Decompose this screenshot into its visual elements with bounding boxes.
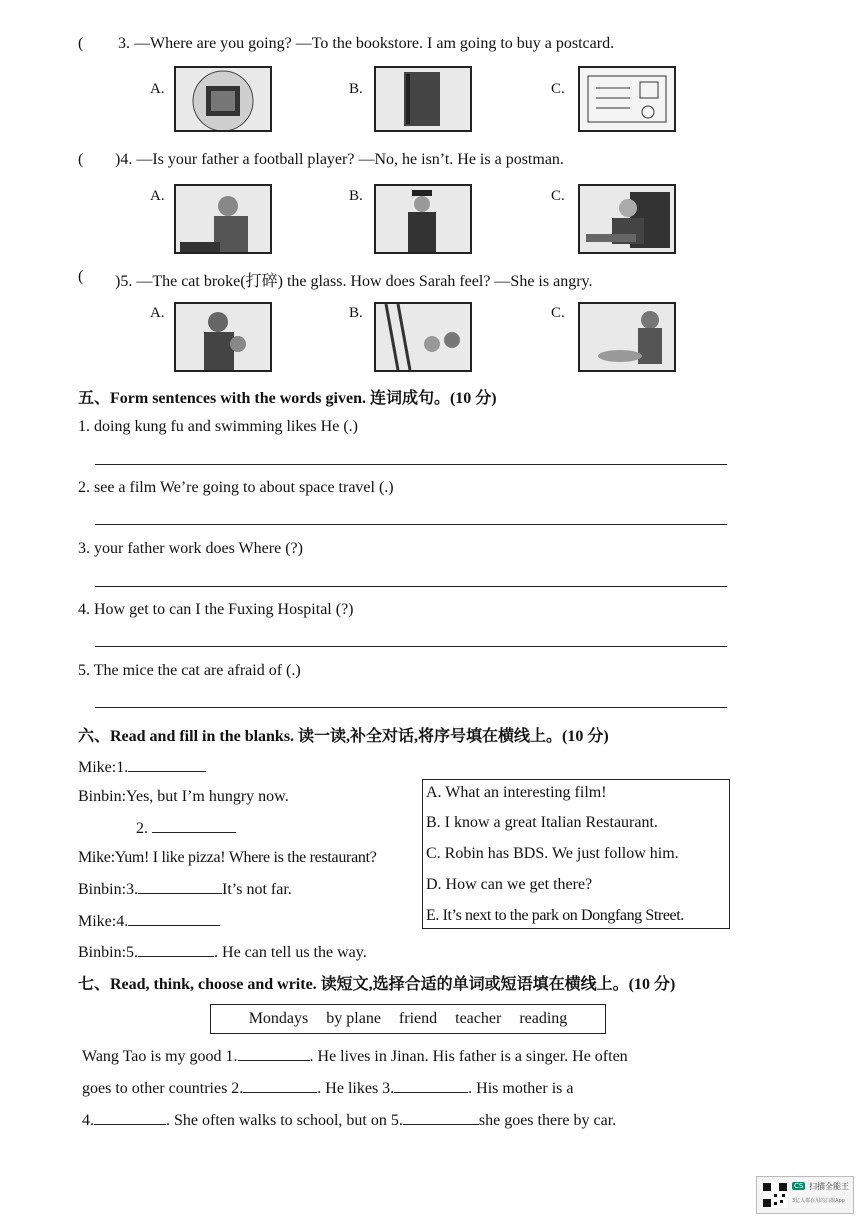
sec5-answer-line-1[interactable] — [95, 464, 727, 465]
passage-blank-5[interactable] — [403, 1110, 479, 1125]
passage-line-3 — [82, 1110, 616, 1130]
sec5-answer-line-4[interactable] — [95, 646, 727, 647]
q3-option-c: C. — [551, 81, 565, 97]
dialog-text: Yum! I like pizza! Where is the restaurant? — [114, 849, 377, 866]
word-option: Mondays — [248, 1010, 309, 1027]
q4-option-b: B. — [349, 188, 363, 204]
dialog-blank-1[interactable] — [128, 757, 206, 772]
dialog-speaker: Mike: — [78, 913, 117, 930]
q5-paren: ( — [78, 268, 84, 285]
dialog-blank-4[interactable] — [128, 911, 220, 926]
dialog-line-3 — [136, 818, 236, 838]
q5-option-b: B. — [349, 305, 363, 321]
choice-d: D. How can we get there? — [426, 876, 593, 893]
q3-paren: ( — [78, 35, 84, 52]
section6-title: 六、Read and fill in the blanks. 读一读,补全对话,将序号填在横线上。(10 分) — [78, 728, 609, 745]
sec5-item-4: 4. How get to can I the Fuxing Hospital (?) — [78, 601, 354, 618]
q4-image-a — [174, 184, 272, 254]
sec5-item-2: 2. see a film We’re going to about space travel (.) — [78, 479, 394, 496]
q4-image-c — [578, 184, 676, 254]
word-option: friend — [398, 1010, 438, 1027]
dialog-text: . He can tell us the way. — [214, 944, 367, 961]
watermark-subtitle: 3亿人都在用的扫描App — [792, 1198, 845, 1204]
q4-text: )4. —Is your father a football player? —No, he isn’t. He is a postman. — [115, 151, 564, 168]
passage-text: . He lives in Jinan. His father is a singer. He often — [309, 1048, 628, 1065]
dialog-speaker: Binbin: — [78, 944, 127, 961]
sec5-answer-line-2[interactable] — [95, 524, 727, 525]
word-bank — [210, 1004, 606, 1034]
passage-text: . He likes 3. — [317, 1080, 395, 1097]
q3-image-b — [374, 66, 472, 132]
dialog-blank-3[interactable] — [138, 879, 222, 894]
passage-blank-1[interactable] — [238, 1046, 310, 1061]
q4-paren: ( — [78, 151, 84, 168]
passage-text: she goes there by car. — [478, 1112, 617, 1129]
passage-blank-3[interactable] — [394, 1078, 468, 1093]
q3-text: 3. —Where are you going? —To the bookstore. I am going to buy a postcard. — [118, 35, 615, 52]
q4-option-a: A. — [150, 188, 165, 204]
passage-text: . She often walks to school, but on 5. — [166, 1112, 403, 1129]
dialog-line-6 — [78, 911, 220, 931]
sec5-answer-line-5[interactable] — [95, 707, 727, 708]
cs-logo-icon: CS — [794, 1182, 804, 1190]
scanner-watermark — [756, 1176, 854, 1214]
dialog-line-7 — [78, 942, 367, 962]
dialog-line-5 — [78, 879, 292, 899]
dialog-text: It’s not far. — [222, 881, 292, 898]
dialog-number: 2. — [136, 820, 148, 837]
dialog-speaker: Mike: — [78, 759, 117, 776]
dialog-number: 1. — [116, 759, 129, 776]
dialog-number: 5. — [126, 944, 139, 961]
passage-text: . His mother is a — [468, 1080, 574, 1097]
passage-blank-2[interactable] — [243, 1078, 317, 1093]
dialog-line-1 — [78, 757, 206, 777]
passage-line-1 — [82, 1046, 628, 1066]
section5-title: 五、Form sentences with the words given. 连词成句。(10 分) — [78, 390, 497, 407]
sec5-item-1: 1. doing kung fu and swimming likes He (.) — [78, 418, 358, 435]
dialog-text: Yes, but I’m hungry now. — [126, 788, 289, 805]
passage-text: 4. — [82, 1112, 94, 1129]
dialog-speaker: Binbin: — [78, 788, 127, 805]
q5-option-a: A. — [150, 305, 165, 321]
passage-text: goes to other countries 2. — [82, 1080, 244, 1097]
dialog-line-4 — [78, 849, 377, 867]
passage-text: Wang Tao is my good 1. — [82, 1048, 238, 1065]
sec5-item-3: 3. your father work does Where (?) — [78, 540, 303, 557]
dialog-blank-2[interactable] — [152, 818, 236, 833]
choice-e: E. It’s next to the park on Dongfang Street. — [426, 907, 684, 924]
q5-text: )5. —The cat broke(打碎) the glass. How does Sarah feel? —She is angry. — [115, 273, 593, 290]
dialog-line-2 — [78, 788, 289, 806]
q3-option-a: A. — [150, 81, 165, 97]
word-option: teacher — [455, 1010, 502, 1027]
q5-option-c: C. — [551, 305, 565, 321]
dialog-speaker: Mike: — [78, 849, 115, 866]
q3-image-a — [174, 66, 272, 132]
q5-image-a — [174, 302, 272, 372]
q5-image-b — [374, 302, 472, 372]
q4-image-b — [374, 184, 472, 254]
watermark-brand: 扫描全能王 — [809, 1182, 849, 1191]
qr-code-icon — [762, 1182, 788, 1208]
q5-image-c — [578, 302, 676, 372]
choice-b: B. I know a great Italian Restaurant. — [426, 814, 658, 831]
choice-a: A. What an interesting film! — [426, 784, 607, 801]
choice-c: C. Robin has BDS. We just follow him. — [426, 845, 679, 862]
sec5-item-5: 5. The mice the cat are afraid of (.) — [78, 662, 301, 679]
dialog-speaker: Binbin: — [78, 881, 127, 898]
q4-option-c: C. — [551, 188, 565, 204]
choices-box — [422, 779, 730, 929]
word-option: by plane — [326, 1010, 381, 1027]
q3-option-b: B. — [349, 81, 363, 97]
dialog-number: 3. — [126, 881, 139, 898]
word-option: reading — [519, 1010, 568, 1027]
q3-image-c — [578, 66, 676, 132]
passage-blank-4[interactable] — [94, 1110, 166, 1125]
dialog-number: 4. — [116, 913, 129, 930]
passage-line-2 — [82, 1078, 574, 1098]
section7-title: 七、Read, think, choose and write. 读短文,选择合适的单词或短语填在横线上。(10 分) — [78, 976, 676, 993]
sec5-answer-line-3[interactable] — [95, 586, 727, 587]
dialog-blank-5[interactable] — [138, 942, 214, 957]
